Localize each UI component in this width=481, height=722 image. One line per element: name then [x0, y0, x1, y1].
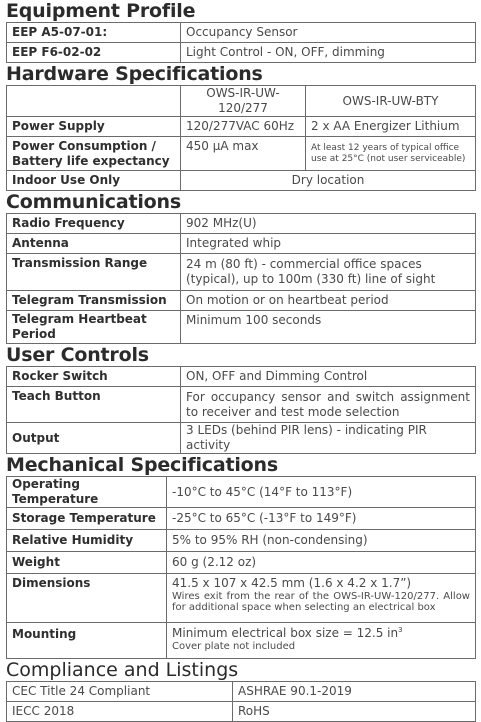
spec-label: Mounting — [7, 623, 167, 659]
section-heading-compliance: Compliance and Listings — [6, 659, 239, 681]
table-row — [7, 623, 476, 659]
communications-table — [6, 213, 476, 344]
spec-value: Dry location — [181, 171, 476, 191]
spec-label: Storage Temperature — [7, 508, 167, 530]
dimensions-value: 41.5 x 107 x 42.5 mm (1.6 x 4.2 x 1.7”) — [172, 576, 412, 590]
spec-label: Indoor Use Only — [7, 171, 181, 191]
spec-value: Light Control - ON, OFF, dimming — [181, 43, 476, 63]
table-row — [7, 117, 476, 137]
table-row — [7, 530, 476, 552]
table-row — [7, 682, 476, 702]
spec-value: Minimum 100 seconds — [181, 311, 476, 344]
spec-value: 902 MHz(U) — [181, 214, 476, 234]
spec-label: Transmission Range — [7, 254, 181, 291]
table-row — [7, 171, 476, 191]
empty-cell — [7, 86, 181, 117]
spec-label: Antenna — [7, 234, 181, 254]
column-header: OWS-IR-UW-BTY — [306, 86, 476, 117]
table-row — [7, 574, 476, 623]
table-row — [7, 23, 476, 43]
user-controls-table — [6, 366, 476, 454]
table-row — [7, 43, 476, 63]
spec-label: Relative Humidity — [7, 530, 167, 552]
dimensions-note: Wires exit from the rear of the OWS-IR-UW-120/277. Allow for additional space when selecting an electrical box — [172, 591, 470, 613]
mounting-note: Cover plate not included — [172, 641, 296, 652]
spec-label: Radio Frequency — [7, 214, 181, 234]
compliance-item: RoHS — [233, 702, 476, 722]
spec-value: Occupancy Sensor — [181, 23, 476, 43]
section-heading-user-controls: User Controls — [6, 344, 149, 366]
table-row — [7, 137, 476, 171]
spec-value: 450 μA max — [181, 137, 306, 171]
spec-value: 60 g (2.12 oz) — [167, 552, 476, 574]
table-row — [7, 291, 476, 311]
spec-value: 2 x AA Energizer Lithium — [306, 117, 476, 137]
mounting-sup: 3 — [398, 626, 403, 634]
section-heading-equipment-profile: Equipment Profile — [6, 0, 196, 22]
compliance-table — [6, 681, 476, 722]
spec-value-group — [167, 574, 476, 623]
mounting-value — [172, 626, 470, 641]
table-row — [7, 86, 476, 117]
spec-label: Power Supply — [7, 117, 181, 137]
spec-value: On motion or on heartbeat period — [181, 291, 476, 311]
table-row — [7, 423, 476, 454]
table-row — [7, 254, 476, 291]
section-heading-communications: Communications — [6, 191, 181, 213]
spec-label: Telegram Heartbeat Period — [7, 311, 181, 344]
table-row — [7, 214, 476, 234]
equipment-profile-table — [6, 22, 476, 63]
spec-value: For occupancy sensor and switch assignment to receiver and test mode selection — [181, 387, 476, 423]
spec-value: -25°C to 65°C (-13°F to 149°F) — [167, 508, 476, 530]
spec-value: 24 m (80 ft) - commercial office spaces (typical), up to 100m (330 ft) line of sight — [181, 254, 476, 291]
spec-value: 5% to 95% RH (non-condensing) — [167, 530, 476, 552]
spec-label: Telegram Transmission — [7, 291, 181, 311]
spec-label: Teach Button — [7, 387, 181, 423]
spec-label: Operating Temperature — [7, 477, 167, 508]
spec-label: EEP A5-07-01: — [7, 23, 181, 43]
compliance-item: ASHRAE 90.1-2019 — [233, 682, 476, 702]
section-heading-hardware: Hardware Specifications — [6, 63, 263, 85]
table-row — [7, 234, 476, 254]
spec-value: ON, OFF and Dimming Control — [181, 367, 476, 387]
compliance-item: IECC 2018 — [7, 702, 233, 722]
spec-label: Output — [7, 423, 181, 454]
table-row — [7, 477, 476, 508]
spec-sheet — [6, 0, 476, 722]
column-header: OWS-IR-UW-120/277 — [181, 86, 306, 117]
mounting-text: Minimum electrical box size = 12.5 in — [172, 626, 399, 640]
spec-value: 120/277VAC 60Hz — [181, 117, 306, 137]
compliance-item: CEC Title 24 Compliant — [7, 682, 233, 702]
table-row — [7, 552, 476, 574]
table-row — [7, 311, 476, 344]
spec-label: EEP F6-02-02 — [7, 43, 181, 63]
spec-value: -10°C to 45°C (14°F to 113°F) — [167, 477, 476, 508]
spec-value: Integrated whip — [181, 234, 476, 254]
spec-label: Weight — [7, 552, 167, 574]
spec-label: Dimensions — [7, 574, 167, 623]
section-heading-mechanical: Mechanical Specifications — [6, 454, 278, 476]
spec-value: At least 12 years of typical office use at 25°C (not user serviceable) — [306, 137, 476, 171]
spec-label: Rocker Switch — [7, 367, 181, 387]
table-row — [7, 508, 476, 530]
table-row — [7, 387, 476, 423]
spec-value: 3 LEDs (behind PIR lens) - indicating PIR activity — [181, 423, 476, 454]
mechanical-table — [6, 476, 476, 659]
spec-value-group — [167, 623, 476, 659]
spec-label: Power Consumption / Battery life expectancy — [7, 137, 181, 171]
hardware-table — [6, 85, 476, 191]
table-row — [7, 367, 476, 387]
